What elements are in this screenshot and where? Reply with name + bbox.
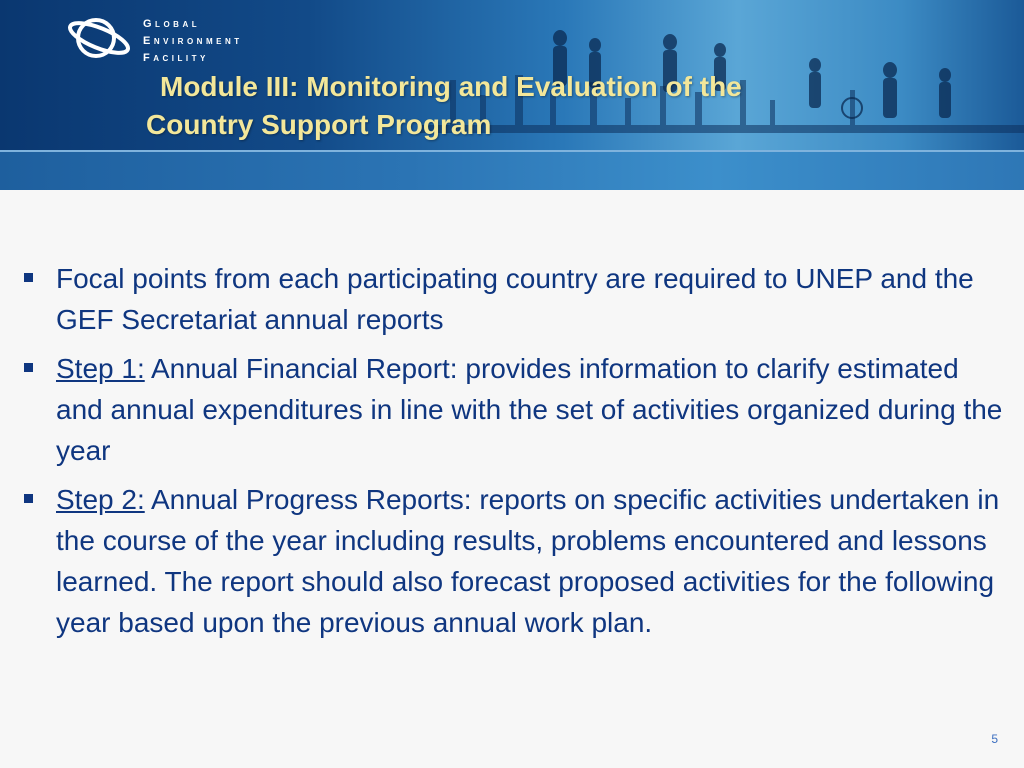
- bullet-text: Annual Progress Reports: reports on specific activities undertaken in the course of the year including results, problems encountered and lessons learned. The report should also forecast proposed activities for the following year based upon the previous annual work plan.: [56, 484, 1000, 638]
- page-number: 5: [991, 732, 998, 746]
- bullet-item-step-2: [24, 479, 1004, 643]
- bullet-item-focal-points: [24, 258, 1004, 340]
- bullet-text: Focal points from each participating country are required to UNEP and the GEF Secretariat annual reports: [56, 263, 974, 335]
- slide-title: [146, 68, 742, 144]
- bullet-square-icon: [24, 273, 33, 282]
- globe-orbit-icon: [66, 15, 132, 61]
- step-1-label: Step 1:: [56, 353, 145, 384]
- slide-title-line-2: Country Support Program: [146, 109, 492, 140]
- header-banner: [0, 0, 1024, 190]
- bullet-square-icon: [24, 363, 33, 372]
- org-name-line-2: Environment: [143, 35, 243, 47]
- org-name-line-3: Facility: [143, 52, 209, 64]
- bullet-text: Annual Financial Report: provides information to clarify estimated and annual expenditures in line with the set of activities organized during the year: [56, 353, 1003, 466]
- step-2-label: Step 2:: [56, 484, 145, 515]
- organization-name: [143, 16, 243, 67]
- bullet-square-icon: [24, 494, 33, 503]
- slide-title-line-1: Module III: Monitoring and Evaluation of the: [160, 71, 742, 102]
- bullet-list: [24, 258, 1004, 651]
- bullet-item-step-1: [24, 348, 1004, 471]
- org-name-line-1: Global: [143, 18, 201, 30]
